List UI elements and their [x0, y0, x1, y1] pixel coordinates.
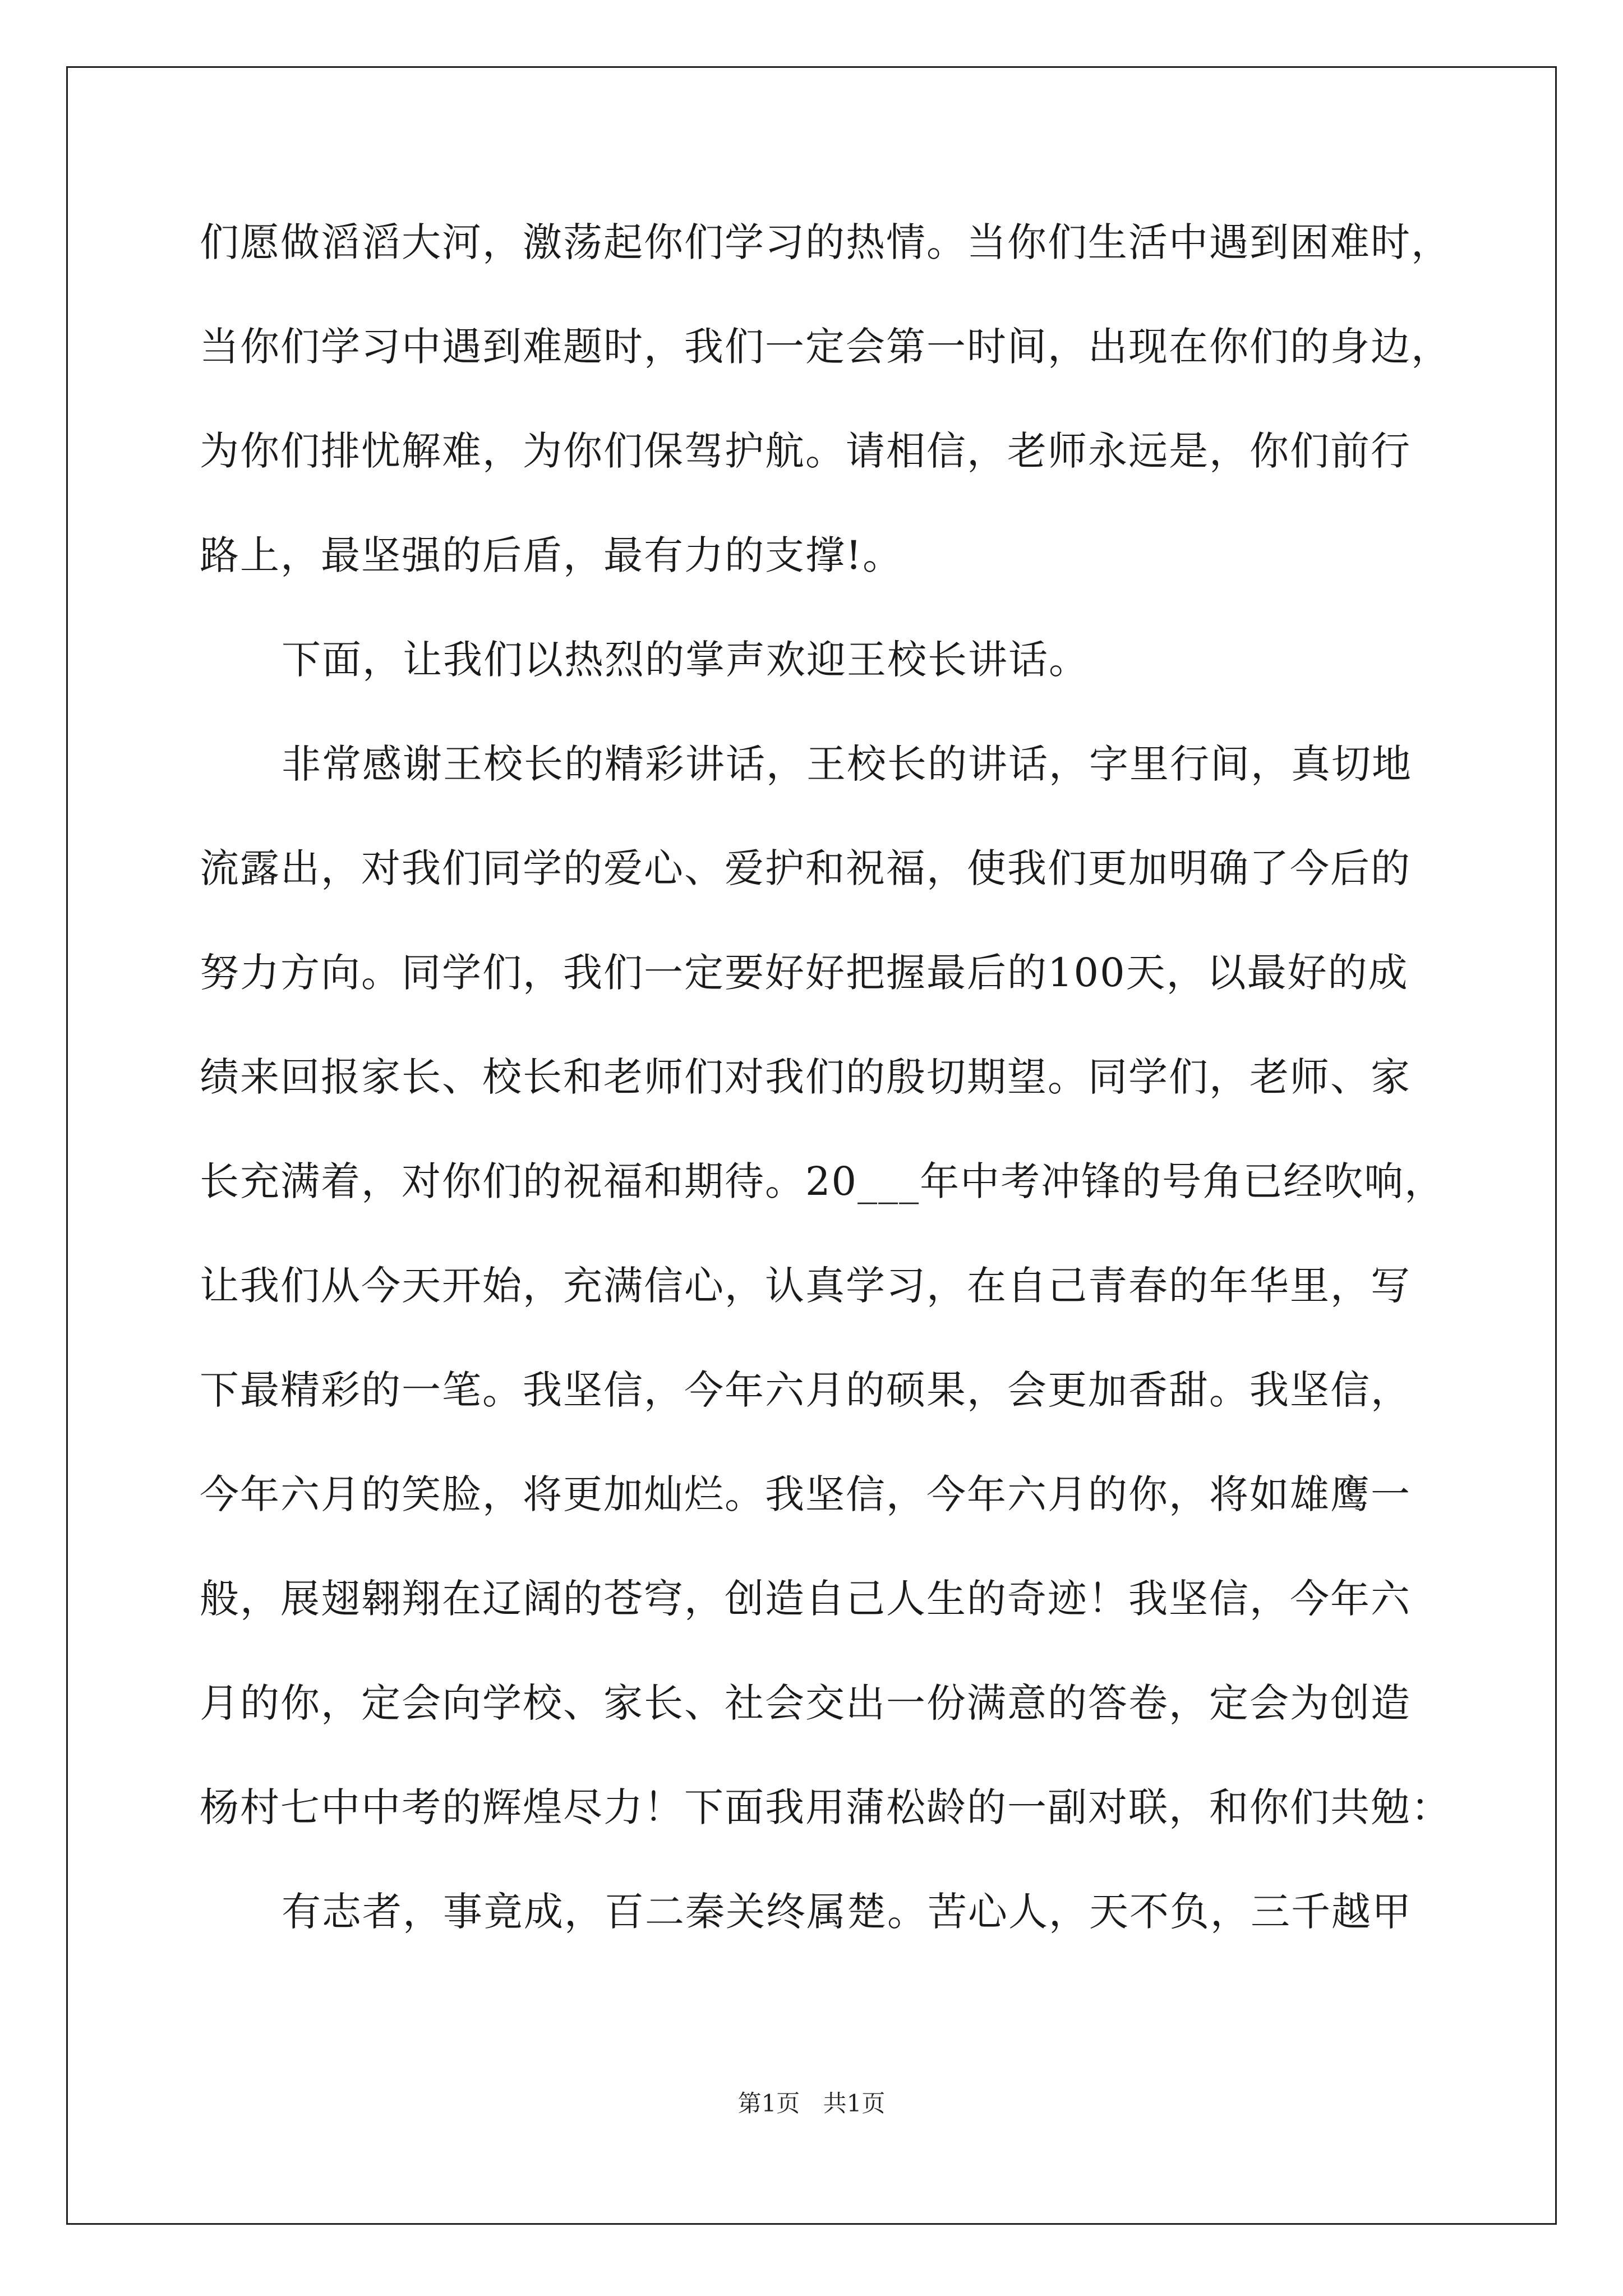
text-line: 般，展翅翱翔在辽阔的苍穹，创造自己人生的奇迹！我坚信，今年六	[200, 1576, 1411, 1622]
paragraph-first-line: 下面，让我们以热烈的掌声欢迎王校长讲话。	[282, 637, 1089, 683]
text-line: 路上，最坚强的后盾，最有力的支撑!。	[200, 532, 903, 578]
page-footer	[0, 2087, 1623, 2120]
text-line: 让我们从今天开始，充满信心，认真学习，在自己青春的年华里，写	[200, 1263, 1411, 1309]
text-line: 下最精彩的一笔。我坚信，今年六月的硕果，会更加香甜。我坚信，	[200, 1367, 1411, 1413]
text-line: 为你们排忧解难，为你们保驾护航。请相信，老师永远是，你们前行	[200, 428, 1411, 474]
text-line: 们愿做滔滔大河，激荡起你们学习的热情。当你们生活中遇到困难时，	[200, 219, 1451, 265]
text-line: 当你们学习中遇到难题时，我们一定会第一时间，出现在你们的身边，	[200, 324, 1451, 370]
text-line: 努力方向。同学们，我们一定要好好把握最后的100天，以最好的成	[200, 950, 1409, 996]
text-line: 绩来回报家长、校长和老师们对我们的殷切期望。同学们，老师、家	[200, 1054, 1411, 1100]
text-line: 今年六月的笑脸，将更加灿烂。我坚信，今年六月的你，将如雄鹰一	[200, 1471, 1411, 1517]
page-number: 第1页	[737, 2090, 800, 2117]
text-line: 长充满着，对你们的祝福和期待。20___年中考冲锋的号角已经吹响，	[200, 1158, 1445, 1204]
text-line: 月的你，定会向学校、家长、社会交出一份满意的答卷，定会为创造	[200, 1680, 1411, 1726]
page-total: 共1页	[823, 2090, 886, 2117]
paragraph-first-line: 有志者，事竟成，百二秦关终属楚。苦心人，天不负，三千越甲	[282, 1889, 1412, 1935]
text-line: 杨村七中中考的辉煌尽力！下面我用蒲松龄的一副对联，和你们共勉：	[200, 1784, 1451, 1830]
paragraph-first-line: 非常感谢王校长的精彩讲话，王校长的讲话，字里行间，真切地	[282, 741, 1412, 787]
text-line: 流露出，对我们同学的爱心、爱护和祝福，使我们更加明确了今后的	[200, 845, 1411, 891]
